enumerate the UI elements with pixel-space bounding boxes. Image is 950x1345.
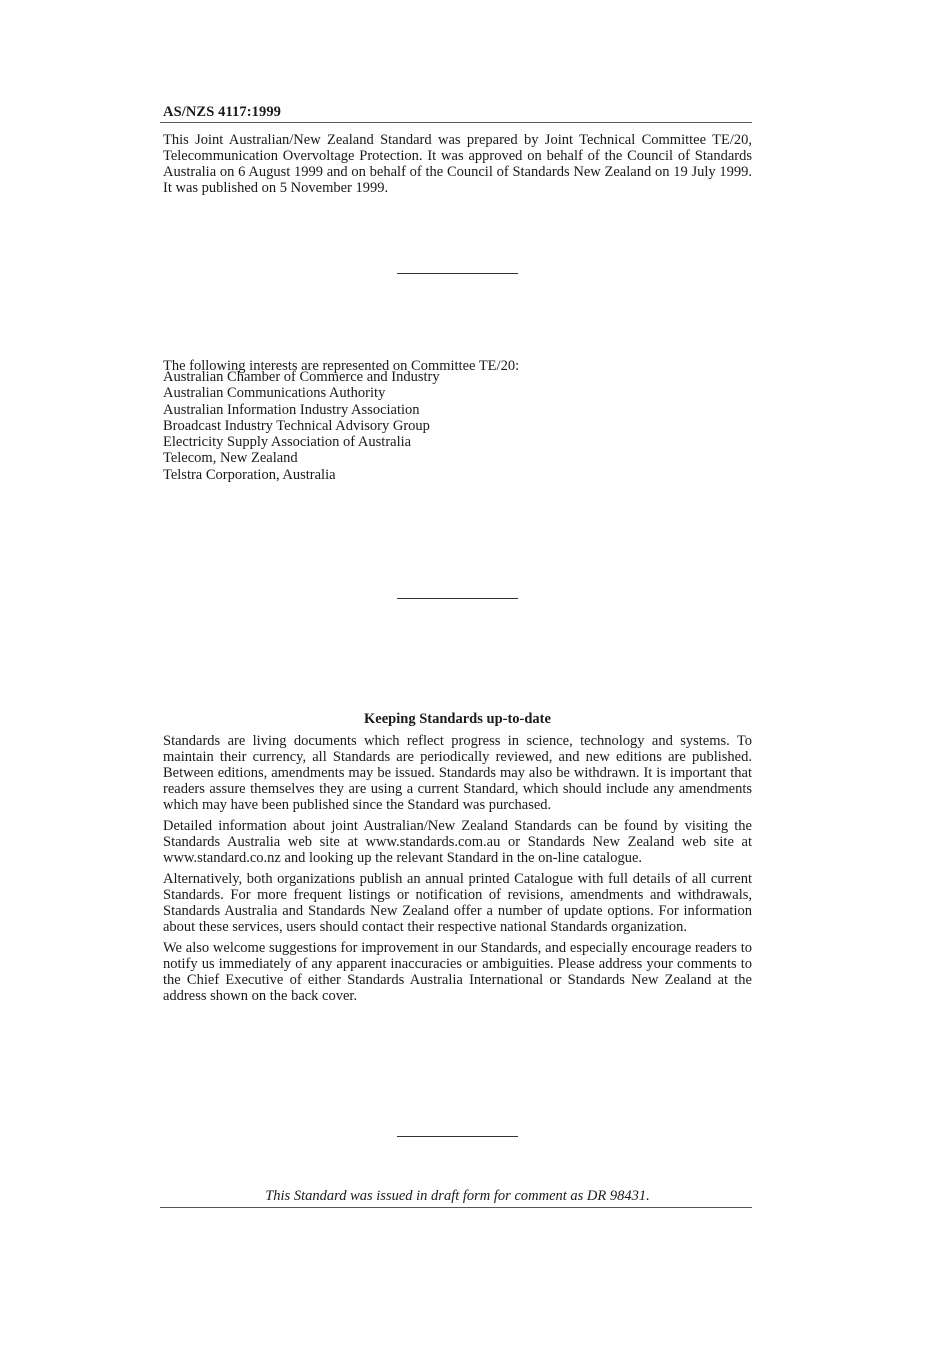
list-item: Broadcast Industry Technical Advisory Group (163, 417, 430, 434)
footer-rule (160, 1207, 752, 1208)
list-item: Telecom, New Zealand (163, 450, 298, 467)
list-item: Australian Communications Authority (163, 385, 386, 402)
standard-identifier: AS/NZS 4117:1999 (163, 104, 282, 120)
body-paragraph: Alternatively, both organizations publish an annual printed Catalogue with full details of all current Standards. For more frequent listings or notification of revisions, amendments and withdrawals, Standards Australia and Standards New Zealand offer a number of update options. For information about these services, users should contact their respective national Standards organization. (163, 871, 752, 935)
list-item: Telstra Corporation, Australia (163, 466, 336, 483)
list-item: Electricity Supply Association of Australia (163, 434, 412, 451)
section-divider-2 (397, 598, 518, 599)
list-item: Australian Chamber of Commerce and Industry (163, 369, 440, 385)
intro-paragraph: This Joint Australian/New Zealand Standard was prepared by Joint Technical Committee TE/20, Telecommunication Overvoltage Protection. It was approved on behalf of the Council of Standards Australia on 6 August 1999 and on behalf of the Council of Standards New Zealand on 19 July 1999. It was published on 5 November 1999. (163, 132, 752, 196)
keeping-standards-heading: Keeping Standards up-to-date (364, 711, 551, 727)
draft-note: This Standard was issued in draft form for comment as DR 98431. (265, 1188, 650, 1204)
keeping-standards-body (163, 733, 752, 1009)
body-paragraph: Detailed information about joint Australian/New Zealand Standards can be found by visiting the Standards Australia web site at www.standards.com.au or Standards New Zealand web site at www.standard.co.nz and looking up the relevant Standard in the on-line catalogue. (163, 818, 752, 866)
interests-intro: The following interests are represented on Committee TE/20: (163, 357, 520, 374)
section-divider-1 (397, 273, 518, 274)
body-paragraph: Standards are living documents which reflect progress in science, technology and systems. To maintain their currency, all Standards are periodically reviewed, and new editions are published. Between editions, amendments may be issued. Standards may also be withdrawn. It is important that readers assure themselves they are using a current Standard, which should include any amendments which may have been published since the Standard was purchased. (163, 733, 752, 813)
body-paragraph: We also welcome suggestions for improvement in our Standards, and especially encourage readers to notify us immediately of any apparent inaccuracies or ambiguities. Please address your comments to the Chief Executive of either Standards Australia International or Standards New Zealand at the address shown on the back cover. (163, 940, 752, 1004)
list-item: Australian Information Industry Association (163, 401, 420, 418)
header-rule (160, 122, 752, 123)
interests-list (163, 369, 440, 483)
section-divider-3 (397, 1136, 518, 1137)
